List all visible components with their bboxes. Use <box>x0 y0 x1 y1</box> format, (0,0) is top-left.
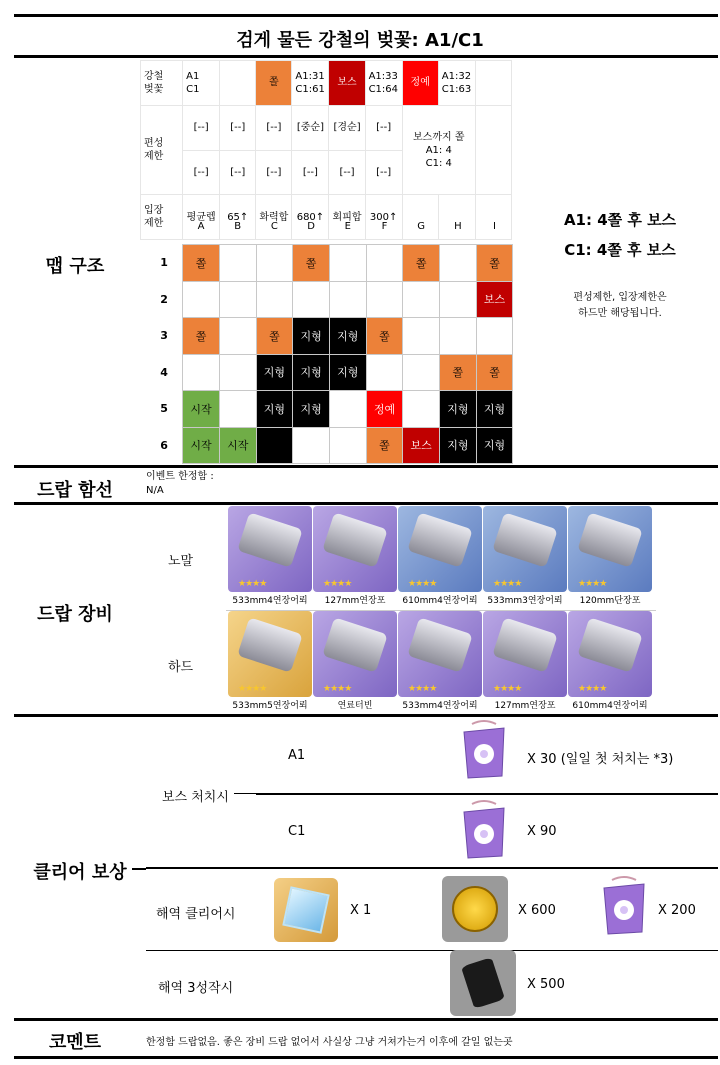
equipment-icon <box>313 506 397 592</box>
rarity-stars: ★★★★ <box>493 579 522 589</box>
map-cell <box>440 318 477 355</box>
rarity-stars: ★★★★ <box>578 684 607 694</box>
map-cell: 지형 <box>440 427 477 464</box>
formation-cell: [--] <box>183 105 220 150</box>
drop-ship-value: N/A <box>146 485 164 496</box>
info-legend-elite: 정예 <box>402 61 438 106</box>
sachet-icon <box>458 798 510 860</box>
rarity-stars: ★★★★ <box>578 579 607 589</box>
info-label-sakura: 강철 벚꽃 <box>141 61 183 106</box>
entry-cell: 평균렙 <box>183 195 220 240</box>
map-cell: 지형 <box>329 354 366 391</box>
map-cell <box>256 245 293 282</box>
formation-cell: [--] <box>329 150 365 195</box>
area-clear-label: 해역 클리어시 <box>156 907 236 922</box>
three-star-qty: X 500 <box>527 977 565 992</box>
equipment-graphic <box>237 617 303 672</box>
map-cell: 지형 <box>293 318 330 355</box>
reward-c1-qty: X 90 <box>527 824 557 839</box>
equipment-name: 127mm연장포 <box>324 596 386 606</box>
three-star-label: 해역 3성작시 <box>158 981 234 996</box>
sachet-icon <box>598 874 650 936</box>
boss-summary-c1: C1: 4쫄 후 보스 <box>564 241 676 259</box>
rarity-stars: ★★★★ <box>408 684 437 694</box>
map-cell: 쫄 <box>183 318 220 355</box>
section-drop-ship-label: 드랍 함선 <box>37 480 113 501</box>
formation-cell: [--] <box>365 150 402 195</box>
map-cell: 시작 <box>183 391 220 428</box>
map-cell: 쫄 <box>293 245 330 282</box>
map-cell: 지형 <box>293 354 330 391</box>
hard-label: 하드 <box>168 660 194 675</box>
map-cell <box>366 245 403 282</box>
entry-cell: 화력합 <box>256 195 292 240</box>
restriction-note-line: 하드만 해당됩니다. <box>578 308 662 319</box>
col-header: H <box>454 220 462 232</box>
map-cell <box>329 245 366 282</box>
info-elite-count: A1:32 C1:63 <box>438 61 475 106</box>
map-cell: 지형 <box>256 354 293 391</box>
reward-c1-label: C1 <box>288 824 306 839</box>
equipment-graphic <box>407 617 473 672</box>
equipment-icon <box>483 506 567 592</box>
equipment-icon <box>398 611 482 697</box>
equipment-graphic <box>577 617 643 672</box>
info-legend-boss: 보스 <box>329 61 365 106</box>
equipment-graphic <box>237 512 303 567</box>
row-header: 2 <box>160 292 168 306</box>
entry-cell: 300↑ <box>365 195 402 240</box>
map-cell: 쫄 <box>256 318 293 355</box>
equip-divider <box>226 610 656 611</box>
page-title: 검게 물든 강철의 벚꽃: A1/C1 <box>236 30 484 51</box>
map-cell: 쫄 <box>476 354 513 391</box>
formation-cell: [--] <box>256 150 292 195</box>
map-cell <box>219 281 256 318</box>
top-rule <box>14 14 718 17</box>
reward-a1-qty: X 30 (일일 첫 처치는 *3) <box>527 752 674 767</box>
map-cell: 지형 <box>256 391 293 428</box>
formation-cell: [경순] <box>329 105 365 150</box>
map-cell <box>403 281 440 318</box>
reward-a1-label: A1 <box>288 748 306 763</box>
equipment-graphic <box>492 512 558 567</box>
map-cell: 지형 <box>476 427 513 464</box>
map-cell: 쫄 <box>476 245 513 282</box>
map-cell <box>476 318 513 355</box>
map-cell: 쫄 <box>403 245 440 282</box>
map-cell: 시작 <box>219 427 256 464</box>
col-header: F <box>381 220 388 232</box>
coin-icon <box>442 876 508 942</box>
reward-rule-3 <box>146 950 718 951</box>
drop-equip-rule <box>14 714 718 717</box>
rarity-stars: ★★★★ <box>238 579 267 589</box>
cube-icon <box>274 878 338 942</box>
entry-cell: 회피합 <box>329 195 365 240</box>
reward-split-rule <box>256 793 718 795</box>
equipment-graphic <box>492 617 558 672</box>
reward-rule-2 <box>146 867 718 869</box>
equipment-graphic <box>322 512 388 567</box>
section-clear-reward-label: 클리어 보상 <box>33 862 127 883</box>
map-cell: 보스 <box>476 281 513 318</box>
reward-arrow <box>132 868 146 870</box>
boss-kill-label: 보스 처치시 <box>162 790 229 805</box>
formation-cell: [--] <box>220 150 256 195</box>
info-formation-label: 편성 제한 <box>141 105 183 195</box>
map-cell <box>366 354 403 391</box>
formation-cell: [중순] <box>292 105 329 150</box>
map-cell <box>329 427 366 464</box>
row-header: 6 <box>160 438 168 452</box>
map-cell: 지형 <box>329 318 366 355</box>
restriction-note <box>540 290 700 322</box>
map-cell <box>219 354 256 391</box>
equipment-graphic <box>407 512 473 567</box>
map-cell <box>183 354 220 391</box>
col-header: B <box>234 220 242 232</box>
boss-route-note: 보스까지 쫄 A1: 4 C1: 4 <box>402 105 475 195</box>
equipment-icon <box>313 611 397 697</box>
map-cell <box>256 427 293 464</box>
drop-ship-rule <box>14 502 718 505</box>
col-header: A <box>197 220 205 232</box>
sachet-icon <box>458 718 510 780</box>
equipment-name: 533mm4연장어뢰 <box>402 701 478 711</box>
col-header: D <box>307 220 315 232</box>
col-header: E <box>344 220 351 232</box>
drop-ship-label: 이벤트 한정함 : <box>146 471 214 482</box>
equipment-icon <box>568 506 652 592</box>
entry-cell: 680↑ <box>292 195 329 240</box>
drop-ship-info <box>146 470 214 498</box>
equipment-icon <box>228 611 312 697</box>
equipment-graphic <box>322 617 388 672</box>
clear-cube-qty: X 1 <box>350 903 372 918</box>
clear-coin-qty: X 600 <box>518 903 556 918</box>
bottom-rule <box>14 1056 718 1059</box>
equipment-name: 610mm4연장어뢰 <box>402 596 478 606</box>
normal-label: 노말 <box>168 554 194 569</box>
equipment-name: 127mm연장포 <box>494 701 556 711</box>
equipment-name: 연료터빈 <box>337 701 373 711</box>
info-blank <box>220 61 256 106</box>
boss-summary-a1: A1: 4쫄 후 보스 <box>563 211 677 229</box>
map-cell: 정예 <box>366 391 403 428</box>
rarity-stars: ★★★★ <box>238 684 267 694</box>
equipment-name: 533mm4연장어뢰 <box>232 596 308 606</box>
map-cell: 시작 <box>183 427 220 464</box>
map-cell <box>440 281 477 318</box>
oil-icon <box>450 950 516 1016</box>
map-cell: 쫄 <box>440 354 477 391</box>
map-cell <box>219 391 256 428</box>
map-cell <box>256 281 293 318</box>
comment-text: 한정함 드랍없음. 좋은 장비 드랍 없어서 사실상 그냥 거쳐가는거 이후에 갈일 없는곳 <box>146 1037 513 1048</box>
formation-cell: [--] <box>183 150 220 195</box>
section-drop-equip-label: 드랍 장비 <box>37 604 113 625</box>
entry-cell: 65↑ <box>220 195 256 240</box>
restriction-note-line: 편성제한, 입장제한은 <box>573 292 667 303</box>
equipment-icon <box>483 611 567 697</box>
map-cell <box>329 281 366 318</box>
formation-cell: [--] <box>220 105 256 150</box>
map-cell <box>219 318 256 355</box>
rarity-stars: ★★★★ <box>493 684 522 694</box>
col-header: G <box>417 220 426 232</box>
equipment-name: 533mm5연장어뢰 <box>232 701 308 711</box>
equipment-name: 610mm4연장어뢰 <box>572 701 648 711</box>
row-header: 4 <box>160 365 168 379</box>
info-blank-right <box>475 105 511 195</box>
map-rule <box>14 465 718 468</box>
map-cell: 쫄 <box>366 427 403 464</box>
equipment-icon <box>228 506 312 592</box>
rarity-stars: ★★★★ <box>323 684 352 694</box>
equipment-name: 120mm단장포 <box>579 596 641 606</box>
map-cell: 지형 <box>476 391 513 428</box>
col-header: C <box>270 220 278 232</box>
map-cell <box>440 245 477 282</box>
info-blank-end <box>475 61 511 106</box>
equipment-icon <box>398 506 482 592</box>
map-cell <box>183 281 220 318</box>
col-header: I <box>493 220 496 232</box>
map-cell: 쫄 <box>366 318 403 355</box>
title-rule <box>14 55 718 58</box>
section-comment-label: 코멘트 <box>48 1032 102 1053</box>
rarity-stars: ★★★★ <box>408 579 437 589</box>
info-boss-count: A1:33 C1:64 <box>365 61 402 106</box>
map-grid <box>146 208 513 464</box>
info-entry-label: 입장 제한 <box>141 195 183 240</box>
info-legend-mob: 쫄 <box>256 61 292 106</box>
map-cell <box>329 391 366 428</box>
row-header: 3 <box>160 329 168 343</box>
map-cell: 지형 <box>293 391 330 428</box>
boss-summary <box>540 205 700 265</box>
boss-kill-rule <box>234 793 256 794</box>
map-cell <box>219 245 256 282</box>
info-mob-count: A1:31 C1:61 <box>292 61 329 106</box>
map-cell <box>403 318 440 355</box>
formation-cell: [--] <box>256 105 292 150</box>
map-cell <box>293 281 330 318</box>
equipment-icon <box>568 611 652 697</box>
clear-sachet-qty: X 200 <box>658 903 696 918</box>
grid-corner <box>146 208 183 245</box>
formation-cell: [--] <box>365 105 402 150</box>
map-cell: 지형 <box>440 391 477 428</box>
section-map-label: 맵 구조 <box>45 256 105 277</box>
map-cell: 쫄 <box>183 245 220 282</box>
map-cell <box>366 281 403 318</box>
formation-cell: [--] <box>292 150 329 195</box>
row-header: 1 <box>160 256 168 270</box>
map-cell <box>403 354 440 391</box>
map-cell <box>293 427 330 464</box>
map-cell <box>403 391 440 428</box>
row-header: 5 <box>160 402 168 416</box>
info-maps: A1 C1 <box>183 61 220 106</box>
equipment-name: 533mm3연장어뢰 <box>487 596 563 606</box>
rarity-stars: ★★★★ <box>323 579 352 589</box>
equipment-graphic <box>577 512 643 567</box>
reward-rule <box>14 1018 718 1021</box>
map-cell: 보스 <box>403 427 440 464</box>
